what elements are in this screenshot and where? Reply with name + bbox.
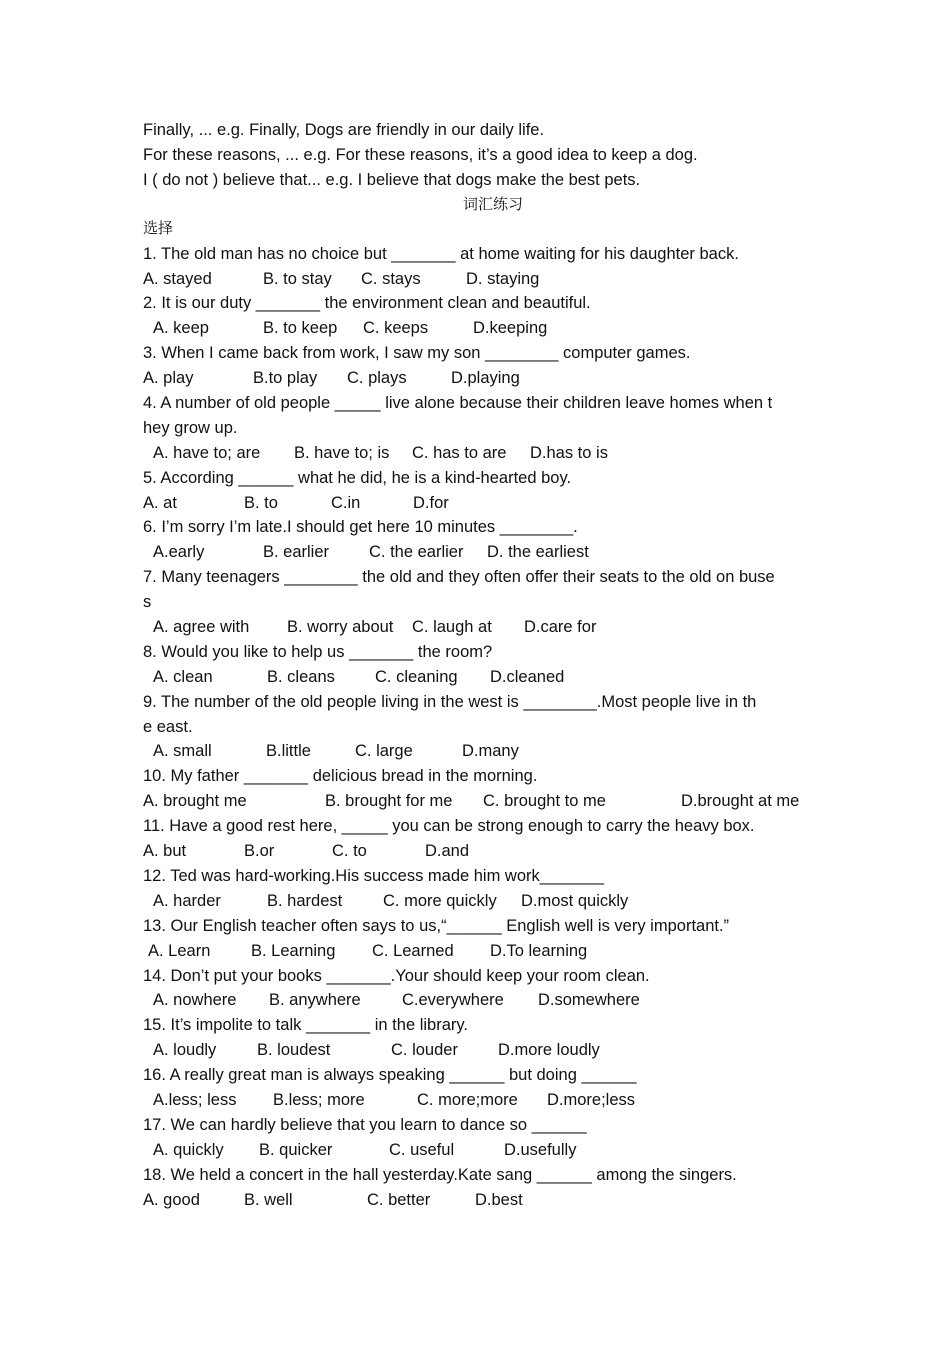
answer-option: B.to play <box>253 369 318 388</box>
answer-option: D.care for <box>524 618 597 637</box>
question-text: 2. It is our duty _______ the environment clean and beautiful. <box>143 294 591 313</box>
answer-option: D.brought at me <box>681 792 800 811</box>
question-text: 6. I’m sorry I’m late.I should get here 10 minutes ________. <box>143 518 578 537</box>
answer-options <box>143 1188 843 1213</box>
answer-option: C. large <box>355 742 413 761</box>
answer-option: A. play <box>143 369 194 388</box>
answer-option: D.most quickly <box>521 891 629 910</box>
answer-options <box>143 839 843 864</box>
question-text: 4. A number of old people _____ live alone because their children leave homes when t <box>143 394 773 413</box>
question-text: 12. Ted was hard-working.His success made him work_______ <box>143 866 605 885</box>
answer-option: D. staying <box>466 269 540 288</box>
answer-option: B. to keep <box>263 319 338 338</box>
answer-option: A. agree with <box>153 618 250 637</box>
answer-option: B.little <box>266 742 311 761</box>
answer-options <box>143 988 843 1013</box>
answer-option: A. at <box>143 493 177 512</box>
answer-option: A. but <box>143 842 187 861</box>
question-text: 5. According ______ what he did, he is a kind-hearted boy. <box>143 468 572 487</box>
answer-option: D.playing <box>451 369 520 388</box>
answer-option: C. laugh at <box>412 618 492 637</box>
answer-option: D.more loudly <box>498 1041 600 1060</box>
answer-option: A. harder <box>153 891 221 910</box>
answer-option: B. hardest <box>267 891 343 910</box>
answer-option: B. quicker <box>259 1140 333 1159</box>
question-text: 18. We held a concert in the hall yesterday.Kate sang ______ among the singers. <box>143 1165 737 1184</box>
answer-option: B. cleans <box>267 667 335 686</box>
answer-options <box>143 366 843 391</box>
question-text: 1. The old man has no choice but _______ at home waiting for his daughter back. <box>143 244 739 263</box>
answer-option: D.many <box>462 742 519 761</box>
answer-option: B. anywhere <box>269 991 361 1010</box>
answer-option: C. more quickly <box>383 891 497 910</box>
answer-option: C.everywhere <box>402 991 504 1010</box>
answer-options <box>143 665 843 690</box>
question-text: hey grow up. <box>143 418 238 437</box>
question-text: 9. The number of the old people living in the west is ________.Most people live in th <box>143 692 757 711</box>
question-text: 17. We can hardly believe that you learn to dance so ______ <box>143 1115 587 1134</box>
answer-option: A. good <box>143 1190 200 1209</box>
answer-option: B. loudest <box>257 1041 331 1060</box>
answer-option: C. stays <box>361 269 421 288</box>
answer-option: C. more;more <box>417 1090 518 1109</box>
intro-line-1: Finally, ... e.g. Finally, Dogs are friendly in our daily life. <box>143 121 545 139</box>
answer-options <box>143 615 843 640</box>
answer-option: B. earlier <box>263 543 330 562</box>
question-text: 8. Would you like to help us _______ the room? <box>143 642 493 661</box>
answer-option: D. the earliest <box>487 543 589 562</box>
answer-option: A. small <box>153 742 212 761</box>
answer-option: A. loudly <box>153 1041 217 1060</box>
answer-option: B. have to; is <box>294 443 390 462</box>
answer-option: A. brought me <box>143 792 247 811</box>
answer-option: C. the earlier <box>369 543 464 562</box>
answer-options <box>143 316 843 341</box>
answer-options <box>143 889 843 914</box>
answer-option: A. Learn <box>148 941 211 960</box>
question-text: 14. Don’t put your books _______.Your should keep your room clean. <box>143 966 650 985</box>
answer-option: A. have to; are <box>153 443 261 462</box>
answer-options <box>143 1138 843 1163</box>
answer-option: B. Learning <box>251 941 336 960</box>
answer-option: D.To learning <box>490 941 588 960</box>
section-subtitle: 选择 <box>143 218 174 237</box>
answer-option: C. has to are <box>412 443 507 462</box>
question-text: 11. Have a good rest here, _____ you can be strong enough to carry the heavy box. <box>143 817 755 836</box>
answer-option: D.has to is <box>530 443 608 462</box>
question-text: 10. My father _______ delicious bread in the morning. <box>143 767 538 786</box>
answer-option: B. worry about <box>287 618 394 637</box>
answer-options <box>143 1088 843 1113</box>
answer-option: C. keeps <box>363 319 429 338</box>
question-text: 7. Many teenagers ________ the old and they often offer their seats to the old on buse <box>143 568 775 587</box>
answer-option: D.and <box>425 842 470 861</box>
answer-option: C. useful <box>389 1140 455 1159</box>
answer-option: D.usefully <box>504 1140 577 1159</box>
question-list <box>143 242 843 1213</box>
answer-option: C. better <box>367 1190 431 1209</box>
answer-option: B.or <box>244 842 275 861</box>
answer-option: C. to <box>332 842 367 861</box>
intro-line-2: For these reasons, ... e.g. For these reasons, it’s a good idea to keep a dog. <box>143 145 698 164</box>
question-text: e east. <box>143 717 193 736</box>
answer-option: A.early <box>153 543 205 562</box>
answer-option: C.in <box>331 493 361 512</box>
question-text: s <box>143 593 152 612</box>
answer-option: B. to stay <box>263 269 332 288</box>
answer-option: A. clean <box>153 667 213 686</box>
answer-option: D.cleaned <box>490 667 565 686</box>
answer-option: D.keeping <box>473 319 548 338</box>
answer-options <box>143 939 843 964</box>
section-title: 词汇练习 <box>462 194 523 213</box>
answer-option: A. nowhere <box>153 991 237 1010</box>
answer-option: C. Learned <box>372 941 454 960</box>
answer-option: D.for <box>413 493 449 512</box>
answer-options <box>143 540 843 565</box>
document-page <box>143 118 843 1212</box>
answer-options <box>143 491 843 516</box>
answer-option: C. louder <box>391 1041 458 1060</box>
answer-option: D.more;less <box>547 1090 636 1109</box>
question-text: 16. A really great man is always speaking ______ but doing ______ <box>143 1066 637 1085</box>
answer-options <box>143 739 843 764</box>
answer-options <box>143 789 843 814</box>
answer-options <box>143 1038 843 1063</box>
answer-option: A.less; less <box>153 1090 237 1109</box>
question-text: 13. Our English teacher often says to us,“______ English well is very important.” <box>143 916 730 935</box>
answer-option: A. stayed <box>143 269 212 288</box>
answer-options <box>143 441 843 466</box>
answer-option: D.somewhere <box>538 991 640 1010</box>
question-text: 15. It’s impolite to talk _______ in the library. <box>143 1016 468 1035</box>
question-text: 3. When I came back from work, I saw my son ________ computer games. <box>143 344 691 363</box>
answer-options <box>143 267 843 292</box>
answer-option: B.less; more <box>273 1090 365 1109</box>
answer-option: A. keep <box>153 319 209 338</box>
answer-option: C. cleaning <box>375 667 458 686</box>
answer-option: B. to <box>244 493 278 512</box>
answer-option: A. quickly <box>153 1140 224 1159</box>
answer-option: C. brought to me <box>483 792 606 811</box>
answer-option: C. plays <box>347 369 407 388</box>
intro-line-3: I ( do not ) believe that... e.g. I believe that dogs make the best pets. <box>143 170 641 189</box>
answer-option: B. brought for me <box>325 792 453 811</box>
answer-option: D.best <box>475 1190 523 1209</box>
answer-option: B. well <box>244 1190 293 1209</box>
